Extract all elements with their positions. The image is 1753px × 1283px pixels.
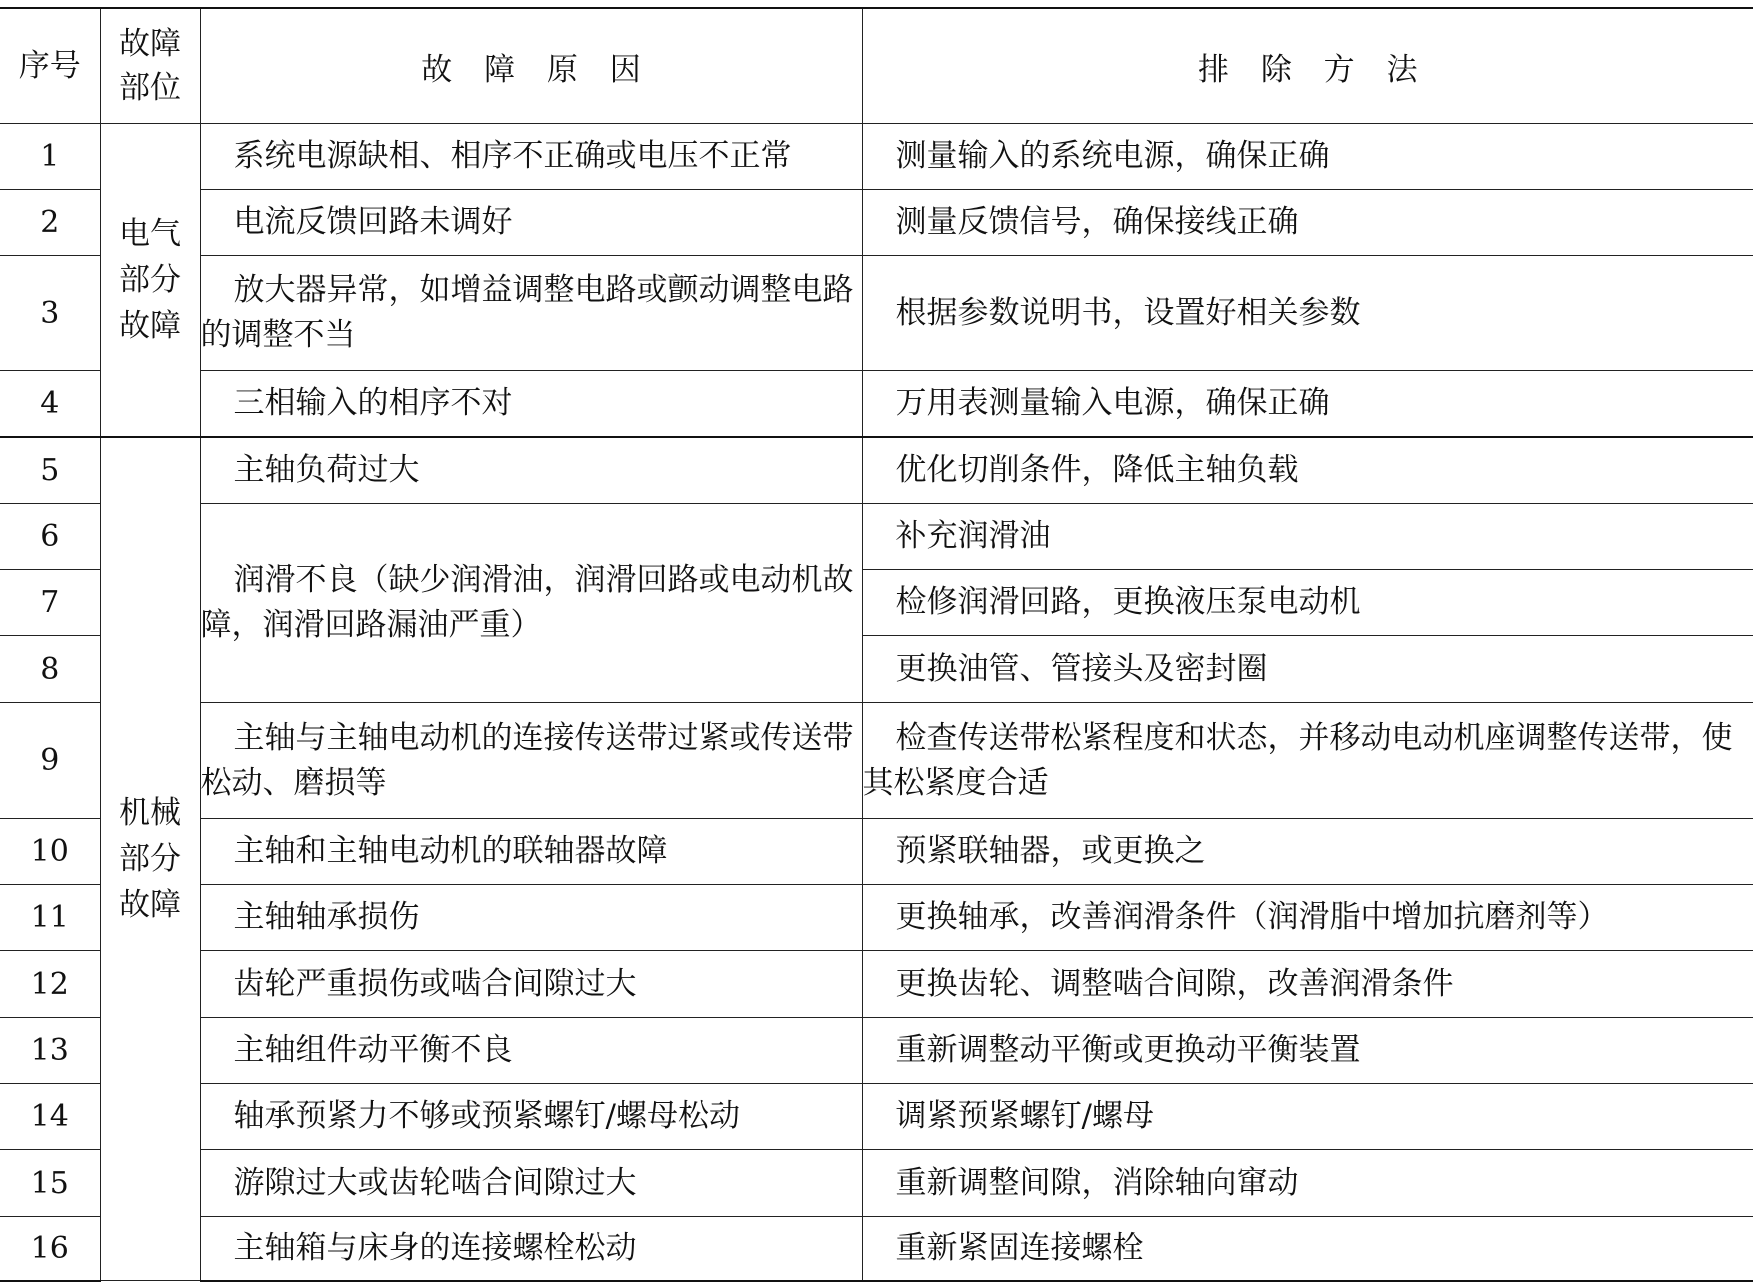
row-number: 10 [0, 819, 100, 885]
header-no: 序号 [0, 8, 100, 124]
fix-method: 重新紧固连接螺栓 [862, 1217, 1753, 1281]
fault-cause: 齿轮严重损伤或啮合间隙过大 [200, 951, 862, 1018]
row-number: 11 [0, 885, 100, 951]
fault-cause: 电流反馈回路未调好 [200, 190, 862, 256]
table-row [0, 1150, 1753, 1217]
row-number: 14 [0, 1084, 100, 1150]
header-method: 排 除 方 法 [862, 8, 1753, 124]
row-number: 7 [0, 570, 100, 636]
fix-method: 重新调整间隙，消除轴向窜动 [862, 1150, 1753, 1217]
table-row [0, 437, 1753, 504]
row-number: 3 [0, 256, 100, 371]
row-number: 16 [0, 1217, 100, 1281]
row-number: 1 [0, 124, 100, 190]
header-row [0, 8, 1753, 124]
fix-method: 调紧预紧螺钉/螺母 [862, 1084, 1753, 1150]
row-number: 2 [0, 190, 100, 256]
fault-cause: 游隙过大或齿轮啮合间隙过大 [200, 1150, 862, 1217]
fix-method: 补充润滑油 [862, 504, 1753, 570]
table-row [0, 256, 1753, 371]
table-row [0, 371, 1753, 437]
fault-cause: 主轴组件动平衡不良 [200, 1018, 862, 1084]
fault-cause: 三相输入的相序不对 [200, 371, 862, 437]
fault-cause: 放大器异常，如增益调整电路或颤动调整电路的调整不当 [200, 256, 862, 371]
fault-cause: 系统电源缺相、相序不正确或电压不正常 [200, 124, 862, 190]
fix-method: 检查传送带松紧程度和状态，并移动电动机座调整传送带，使其松紧度合适 [862, 703, 1753, 819]
fix-method: 检修润滑回路，更换液压泵电动机 [862, 570, 1753, 636]
fix-method: 更换轴承，改善润滑条件（润滑脂中增加抗磨剂等） [862, 885, 1753, 951]
fault-cause: 主轴负荷过大 [200, 437, 862, 504]
table-row [0, 819, 1753, 885]
table-row [0, 1018, 1753, 1084]
row-number: 4 [0, 371, 100, 437]
fault-part-electrical: 电气部分故障 [100, 124, 200, 437]
fix-method: 万用表测量输入电源，确保正确 [862, 371, 1753, 437]
fix-method: 根据参数说明书，设置好相关参数 [862, 256, 1753, 371]
table-row [0, 504, 1753, 570]
row-number: 12 [0, 951, 100, 1018]
row-number: 6 [0, 504, 100, 570]
table-row [0, 1084, 1753, 1150]
fault-cause: 主轴与主轴电动机的连接传送带过紧或传送带松动、磨损等 [200, 703, 862, 819]
fix-method: 更换油管、管接头及密封圈 [862, 636, 1753, 703]
fault-cause: 轴承预紧力不够或预紧螺钉/螺母松动 [200, 1084, 862, 1150]
table-row [0, 1217, 1753, 1281]
fault-part-mechanical: 机械部分故障 [100, 437, 200, 1281]
fix-method: 更换齿轮、调整啮合间隙，改善润滑条件 [862, 951, 1753, 1018]
table-row [0, 190, 1753, 256]
fix-method: 优化切削条件，降低主轴负载 [862, 437, 1753, 504]
header-part: 故障部位 [100, 8, 200, 124]
fault-cause: 润滑不良（缺少润滑油，润滑回路或电动机故障，润滑回路漏油严重） [200, 504, 862, 703]
fault-table [0, 7, 1753, 1282]
fix-method: 测量输入的系统电源，确保正确 [862, 124, 1753, 190]
table-row [0, 951, 1753, 1018]
fix-method: 测量反馈信号，确保接线正确 [862, 190, 1753, 256]
fault-cause: 主轴和主轴电动机的联轴器故障 [200, 819, 862, 885]
table-row [0, 885, 1753, 951]
fix-method: 重新调整动平衡或更换动平衡装置 [862, 1018, 1753, 1084]
row-number: 8 [0, 636, 100, 703]
table-row [0, 124, 1753, 190]
fault-cause: 主轴轴承损伤 [200, 885, 862, 951]
row-number: 9 [0, 703, 100, 819]
row-number: 15 [0, 1150, 100, 1217]
row-number: 13 [0, 1018, 100, 1084]
row-number: 5 [0, 437, 100, 504]
header-cause: 故 障 原 因 [200, 8, 862, 124]
fault-cause: 主轴箱与床身的连接螺栓松动 [200, 1217, 862, 1281]
table-row [0, 703, 1753, 819]
fix-method: 预紧联轴器，或更换之 [862, 819, 1753, 885]
